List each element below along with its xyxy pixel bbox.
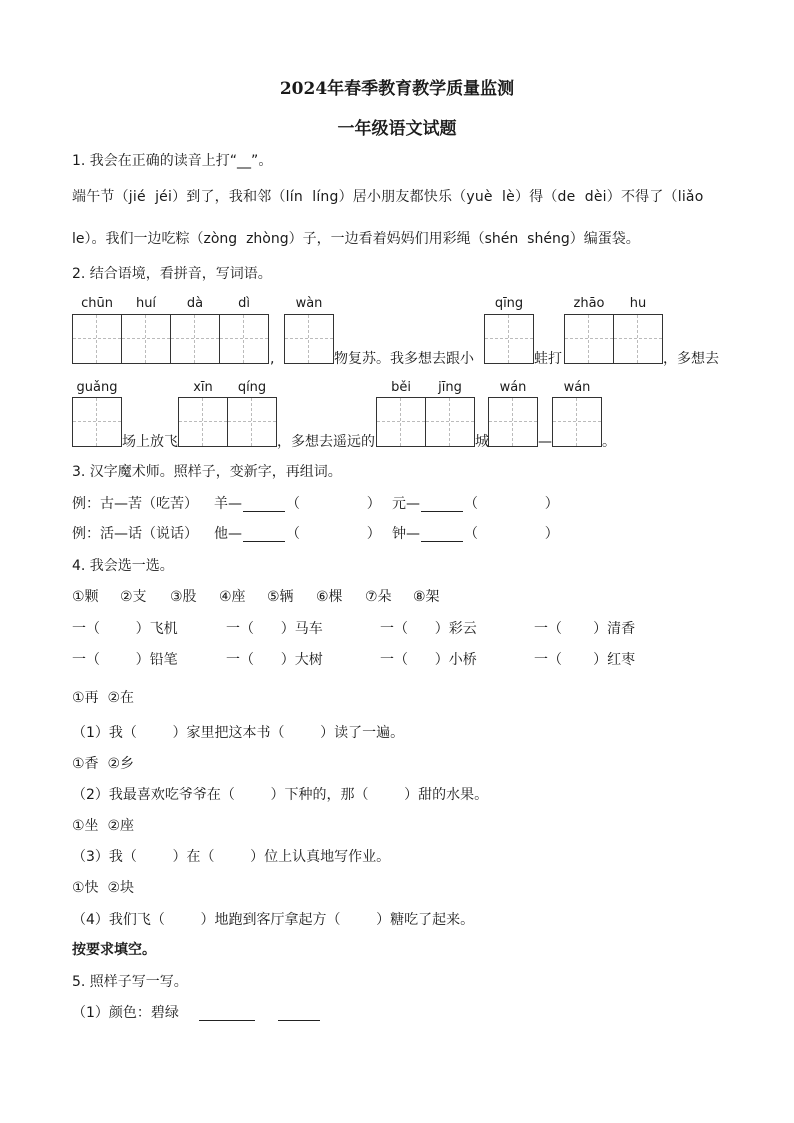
q3-paren: （ ） xyxy=(464,526,559,542)
measure-word-item: 一（ ）大树 xyxy=(226,652,323,668)
q1-line2: le）。我们一边吃粽（zòng zhòng）子，一边看着妈妈们用彩绳（shén shéng）编蛋袋。 xyxy=(72,231,640,247)
writing-box[interactable] xyxy=(425,397,475,447)
q2-text: 城 xyxy=(475,434,489,450)
q2-text: , xyxy=(270,351,275,367)
q4-prompt: 4. 我会选一选。 xyxy=(72,558,174,574)
choice-pair: ①坐 ②座 xyxy=(72,818,135,834)
writing-box[interactable] xyxy=(72,397,122,447)
choice-pair: ①快 ②块 xyxy=(72,880,135,896)
q2-text: ，多想去遥远的 xyxy=(277,434,375,450)
q3-char: 元— xyxy=(392,496,420,512)
fill-sentence: （1）我（ ）家里把这本书（ ）读了一遍。 xyxy=(72,725,405,741)
q2-text: 物复苏。我多想去跟小 xyxy=(334,351,474,367)
pinyin: dì xyxy=(238,296,250,311)
q3-paren: （ ） xyxy=(286,526,381,542)
answer-blank[interactable] xyxy=(278,1020,320,1021)
writing-box[interactable] xyxy=(121,314,171,364)
q3-paren: （ ） xyxy=(286,496,381,512)
q3-char: 他— xyxy=(214,526,242,542)
q3-char: 羊— xyxy=(214,496,242,512)
measure-word-item: 一（ ）飞机 xyxy=(72,621,178,637)
fill-sentence: （2）我最喜欢吃爷爷在（ ）下种的，那（ ）甜的水果。 xyxy=(72,787,489,803)
option: ⑤辆 xyxy=(267,589,294,605)
choice-pair: ①香 ②乡 xyxy=(72,756,135,772)
q3-paren: （ ） xyxy=(464,496,559,512)
writing-box[interactable] xyxy=(219,314,269,364)
option: ③股 xyxy=(170,589,197,605)
pinyin: qíng xyxy=(237,380,267,395)
answer-blank[interactable] xyxy=(243,511,285,512)
pinyin: hu xyxy=(629,296,647,311)
pinyin: wán xyxy=(563,380,591,395)
q2-text: 。 xyxy=(602,434,616,450)
pinyin: qīng xyxy=(494,296,524,311)
fill-sentence: （4）我们飞（ ）地跑到客厅拿起方（ ）糖吃了起来。 xyxy=(72,912,475,928)
fill-sentence: （3）我（ ）在（ ）位上认真地写作业。 xyxy=(72,849,391,865)
writing-box[interactable] xyxy=(564,314,614,364)
q1-line1: 端午节（jié jéi）到了，我和邻（lín líng）居小朋友都快乐（yuè lè）得（de dèi）不得了（liǎo xyxy=(72,189,704,205)
q3-example: 例：古—苦（吃苦） xyxy=(72,496,198,512)
measure-word-item: 一（ ）彩云 xyxy=(380,621,477,637)
pinyin: xīn xyxy=(193,380,213,395)
exam-subtitle: 一年级语文试题 xyxy=(337,119,457,139)
q1-prompt: 1. 我会在正确的读音上打“__”。 xyxy=(72,153,273,169)
pinyin: wàn xyxy=(295,296,323,311)
pinyin: guǎng xyxy=(76,380,118,395)
q2-text: ，多想去 xyxy=(663,351,719,367)
pinyin: dà xyxy=(186,296,204,311)
writing-box[interactable] xyxy=(552,397,602,447)
option: ②支 xyxy=(120,589,147,605)
writing-box[interactable] xyxy=(178,397,228,447)
answer-blank[interactable] xyxy=(243,541,285,542)
q3-prompt: 3. 汉字魔术师。照样子，变新字，再组词。 xyxy=(72,464,342,480)
writing-box[interactable] xyxy=(227,397,277,447)
pinyin: běi xyxy=(391,380,411,395)
q5-prompt: 5. 照样子写一写。 xyxy=(72,974,188,990)
pinyin: jīng xyxy=(438,380,462,395)
measure-word-item: 一（ ）清香 xyxy=(534,621,636,637)
option: ⑦朵 xyxy=(365,589,392,605)
choice-pair: ①再 ②在 xyxy=(72,690,135,706)
exam-title: 2024年春季教育教学质量监测 xyxy=(279,79,515,99)
q2-text: 蛙打 xyxy=(534,351,562,367)
measure-word-item: 一（ ）马车 xyxy=(226,621,323,637)
writing-box[interactable] xyxy=(613,314,663,364)
q5-item: （1）颜色：碧绿 xyxy=(72,1005,179,1021)
writing-box[interactable] xyxy=(284,314,334,364)
option: ④座 xyxy=(219,589,246,605)
writing-box[interactable] xyxy=(170,314,220,364)
writing-box[interactable] xyxy=(484,314,534,364)
q2-prompt: 2. 结合语境，看拼音，写词语。 xyxy=(72,266,272,282)
writing-box[interactable] xyxy=(488,397,538,447)
option: ⑧架 xyxy=(413,589,440,605)
q3-char: 钟— xyxy=(392,526,420,542)
option: ①颗 xyxy=(72,589,99,605)
measure-word-item: 一（ ）小桥 xyxy=(380,652,477,668)
answer-blank[interactable] xyxy=(199,1020,255,1021)
writing-box[interactable] xyxy=(72,314,122,364)
measure-word-item: 一（ ）红枣 xyxy=(534,652,636,668)
pinyin: chūn xyxy=(81,296,113,311)
option: ⑥棵 xyxy=(316,589,343,605)
pinyin: huí xyxy=(135,296,157,311)
answer-blank[interactable] xyxy=(421,541,463,542)
section-heading: 按要求填空。 xyxy=(72,942,156,958)
pinyin: wán xyxy=(499,380,527,395)
q2-text: — xyxy=(538,434,552,450)
q2-text: 场上放飞 xyxy=(122,434,178,450)
answer-blank[interactable] xyxy=(421,511,463,512)
pinyin: zhāo xyxy=(573,296,605,311)
measure-word-item: 一（ ）铅笔 xyxy=(72,652,178,668)
writing-box[interactable] xyxy=(376,397,426,447)
q3-example: 例：活—话（说话） xyxy=(72,526,198,542)
